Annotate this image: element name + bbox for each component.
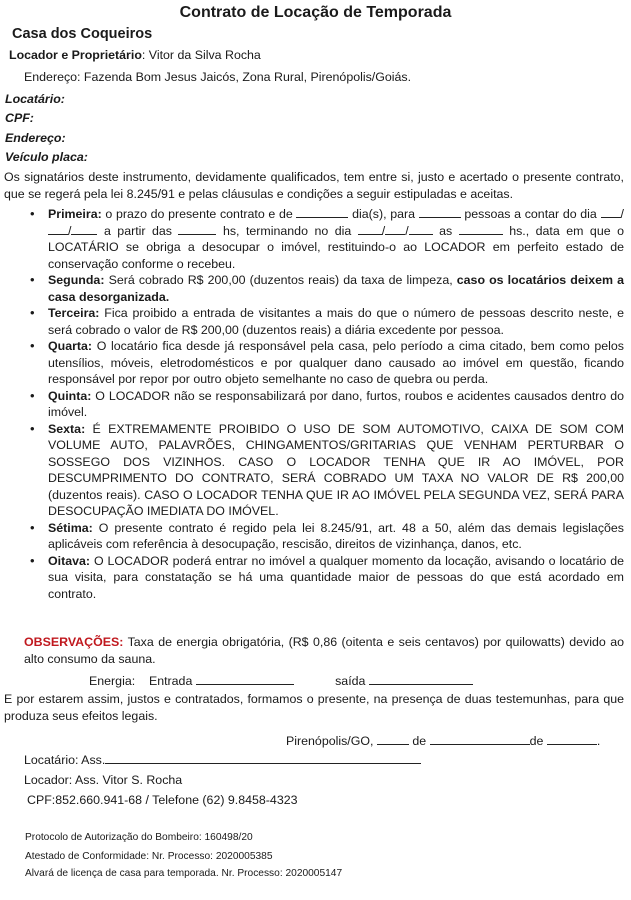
- clause-quarta: [0, 338, 624, 388]
- energy-entry-label: Entrada: [148, 674, 193, 688]
- clause-text: hs, terminando no dia: [222, 223, 352, 238]
- tenant-signature-blank[interactable]: [105, 752, 421, 764]
- date-separator: /: [381, 223, 386, 238]
- tenant-cpf-field: CPF:: [5, 111, 34, 125]
- clause-primeira: [0, 206, 624, 272]
- clause-label: Segunda:: [48, 273, 105, 287]
- tenant-address-field: Endereço:: [5, 131, 66, 145]
- clause-text: O LOCADOR não se responsabilizará por dano, furtos, roubos e acidentes causados dentro do imóvel.: [48, 388, 624, 419]
- clause-label: Primeira:: [48, 207, 102, 221]
- date-separator: /: [620, 207, 624, 221]
- blank-end-month[interactable]: [385, 223, 405, 235]
- date-year-blank[interactable]: [547, 733, 597, 745]
- landlord-address: Endereço: Fazenda Bom Jesus Jaicós, Zona Rural, Pirenópolis/Goiás.: [24, 70, 412, 84]
- clause-label: Terceira:: [48, 306, 100, 320]
- tenant-signature-line: [24, 752, 421, 769]
- clause-text: pessoas a contar do dia: [464, 207, 597, 221]
- clause-segunda: [0, 272, 624, 305]
- blank-days[interactable]: [296, 206, 348, 218]
- landlord-contact: CPF:852.660.941-68 / Telefone (62) 9.8458-4323: [27, 793, 298, 807]
- clause-text: dia(s), para: [352, 207, 415, 221]
- place-end: .: [596, 734, 601, 748]
- clauses-list: [0, 206, 631, 602]
- clause-label: Sexta:: [48, 421, 86, 436]
- clause-text: O presente contrato é regido pela lei 8.245/91, art. 48 a 50, além das demais legislações aplicáveis com referência à desocupação, rescisão, direitos de vizinhança, danos, etc.: [48, 520, 624, 551]
- blank-end-year[interactable]: [409, 223, 433, 235]
- blank-start-year[interactable]: [71, 223, 97, 235]
- blank-persons[interactable]: [419, 206, 461, 218]
- intro-paragraph: Os signatários deste instrumento, devidamente qualificados, tem entre si, justo e acertado o presente contrato, que se regerá pela lei 8.245/91 e pelas cláusulas e condições a seguir estipuladas e aceitas.: [4, 170, 624, 201]
- clause-label: Quarta:: [48, 339, 93, 353]
- blank-end-day[interactable]: [358, 223, 382, 235]
- clause-quinta: [0, 388, 624, 421]
- tenant-signature-label: Locatário: Ass.: [24, 753, 106, 767]
- clause-text: as: [439, 223, 453, 238]
- clause-text: É EXTREMAMENTE PROIBIDO O USO DE SOM AUTOMOTIVO, CAIXA DE SOM COM VOLUME AUTO, PALAVRÕES, CHINGAMENTOS/GRITARIAS QUE VENHAM PERTURBAR O SOSSEGO DOS VIZINHOS. CASO O LOCADOR TENHA QUE IR AO IMÓVEL, POR DESCUMPRIMENTO DO CONTRATO, SERÁ COBRADO UM TAXA NO VALOR DE R$ 200,00 (duzentos reais). CASO O LOCADOR TENHA QUE IR AO IMÓVEL PELA SEGUNDA VEZ, SERÁ PARA DESOCUPAÇÃO IMEDIATA DO IMÓVEL.: [48, 421, 624, 518]
- property-name: Casa dos Coqueiros: [12, 26, 153, 42]
- blank-start-month[interactable]: [48, 223, 68, 235]
- closing-paragraph: E por estarem assim, justos e contratados, formamos o presente, na presença de duas testemunhas, para que produza seus efeitos legais.: [4, 692, 624, 723]
- place-city: Pirenópolis/GO,: [286, 734, 374, 748]
- tenant-name-field: Locatário:: [5, 92, 65, 106]
- place-de: de: [412, 734, 427, 748]
- footer-protocol: Protocolo de Autorização do Bombeiro: 160498/20: [25, 832, 253, 843]
- clause-setima: [0, 520, 624, 553]
- landlord-line: [9, 47, 261, 64]
- energy-line: [89, 673, 473, 690]
- footer-certificate: Atestado de Conformidade: Nr. Processo: 2020005385: [25, 851, 273, 862]
- landlord-label: Locador e Proprietário: [9, 48, 142, 62]
- place-de: de: [529, 734, 544, 748]
- observations-label: OBSERVAÇÕES:: [24, 635, 124, 649]
- clause-text: hs., data em que o LOCATÁRIO se obriga a desocupar o imóvel, restituindo-o ao LOCADOR em perfeito estado de conservação conforme o recebeu.: [48, 223, 624, 271]
- clause-text: o prazo do presente contrato e de: [105, 207, 293, 221]
- clause-terceira: [0, 305, 624, 338]
- clause-label: Oitava:: [48, 553, 91, 568]
- energy-exit-blank[interactable]: [369, 673, 473, 685]
- energy-entry-blank[interactable]: [196, 673, 294, 685]
- date-separator: /: [68, 223, 72, 238]
- place-date-line: [286, 733, 600, 750]
- blank-start-day[interactable]: [601, 206, 621, 218]
- clause-sexta: [0, 421, 624, 520]
- clause-text: O locatário fica desde já responsável pela casa, pelo período a cima citado, bem como pelos utensílios, móveis, eletrodomésticos e por qualquer dano causado ao imóvel em questão, ficando responsável por repor por outro objeto semelhante no caso de quebra ou perda.: [48, 339, 624, 386]
- blank-start-hour[interactable]: [178, 223, 216, 235]
- tenant-vehicle-field: Veículo placa:: [5, 150, 88, 164]
- landlord-name: : Vitor da Silva Rocha: [141, 48, 261, 62]
- observations-block: [24, 634, 624, 667]
- clause-text: O LOCADOR poderá entrar no imóvel a qualquer momento da locação, avisando o locatário de sua visita, para constatação se há uma quantidade maior de pessoas do que está acordado em contrato.: [48, 553, 624, 601]
- clause-text: Fica proibido a entrada de visitantes a mais do que o número de pessoas descrito neste, e será cobrado o valor de R$ 200,00 (duzentos reais) a diária excedente por pessoa.: [48, 306, 624, 337]
- blank-end-hour[interactable]: [459, 223, 503, 235]
- date-day-blank[interactable]: [377, 733, 409, 745]
- date-separator: /: [405, 223, 409, 238]
- clause-emphasis: caso os locatários deixem a casa desorganizada.: [48, 273, 624, 304]
- clause-text: Será cobrado R$ 200,00 (duzentos reais) da taxa de limpeza,: [108, 273, 453, 287]
- energy-exit-label: saída: [335, 674, 366, 688]
- observations-text: Taxa de energia obrigatória, (R$ 0,86 (oitenta e seis centavos) por quilowatts) devido ao alto consumo da sauna.: [24, 635, 625, 666]
- clause-text: a partir das: [103, 223, 172, 238]
- footer-license: Alvará de licença de casa para temporada. Nr. Processo: 2020005147: [25, 868, 343, 879]
- date-month-blank[interactable]: [430, 733, 530, 745]
- clause-label: Sétima:: [48, 520, 93, 535]
- document-title: Contrato de Locação de Temporada: [179, 4, 452, 21]
- landlord-signature: Locador: Ass. Vitor S. Rocha: [24, 773, 183, 787]
- clause-label: Quinta:: [48, 388, 92, 403]
- clause-oitava: [0, 553, 624, 603]
- energy-label: Energia:: [89, 674, 136, 688]
